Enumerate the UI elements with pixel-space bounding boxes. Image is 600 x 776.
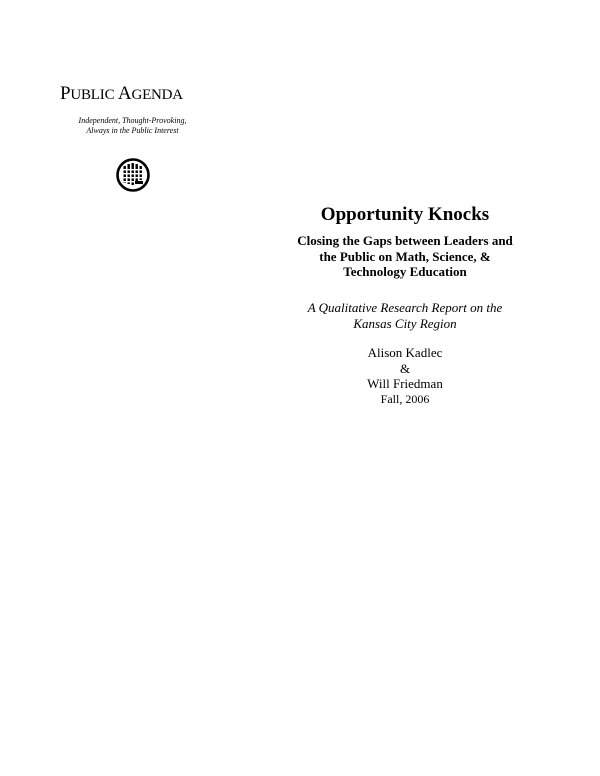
subtitle-line: Technology Education — [343, 264, 467, 279]
tagline-line: Independent, Thought-Provoking, — [78, 116, 187, 125]
author-separator: & — [399, 360, 411, 376]
author-second: Will Friedman — [367, 376, 443, 391]
subtitle-line: the Public on Math, Science, & — [319, 248, 491, 264]
subtitle-line: Closing the Gaps between Leaders and — [297, 233, 513, 248]
report-authors — [285, 345, 525, 392]
report-subtitle — [285, 233, 525, 280]
report-description — [285, 300, 525, 331]
organization-name: PUBLIC AGENDA — [60, 83, 183, 104]
description-line: Kansas City Region — [353, 315, 457, 331]
report-title: Opportunity Knocks — [320, 204, 490, 225]
tagline-line: Always in the Public Interest — [86, 126, 179, 135]
author-first: Alison Kadlec — [367, 345, 443, 360]
report-date: Fall, 2006 — [380, 392, 430, 406]
organization-tagline — [40, 116, 225, 136]
public-agenda-logo-icon — [115, 157, 151, 193]
description-line: A Qualitative Research Report on the — [307, 300, 503, 315]
